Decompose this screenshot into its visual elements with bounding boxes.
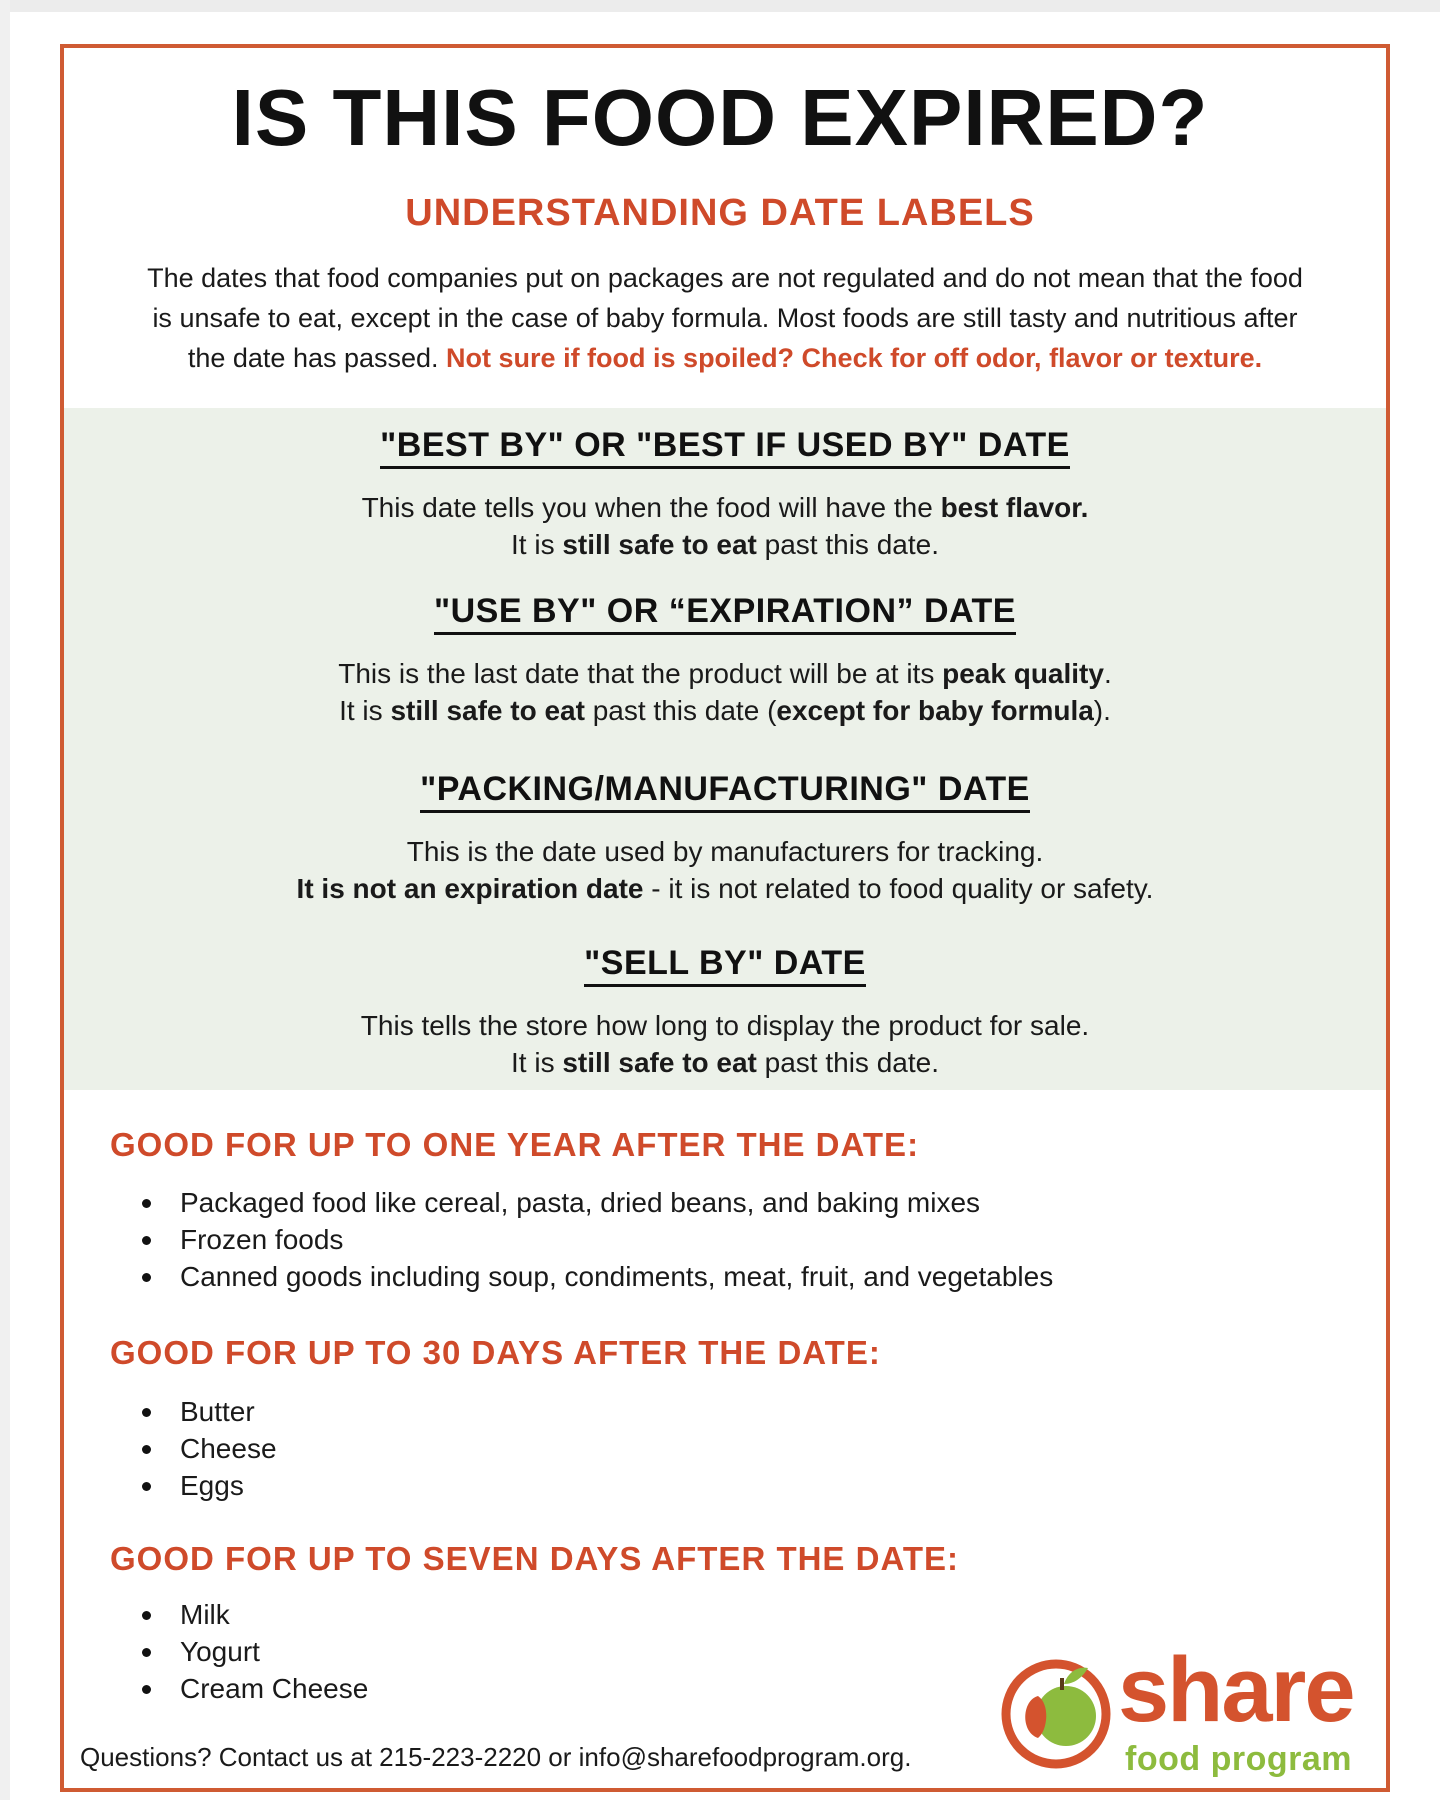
list-item: [140, 1430, 277, 1467]
intro-warning: Not sure if food is spoiled? Check for off odor, flavor or texture.: [446, 343, 1263, 373]
list-item: [140, 1596, 368, 1633]
bullet-icon: [142, 1273, 151, 1282]
list-item: [140, 1633, 368, 1670]
list-item: [140, 1393, 277, 1430]
label-best-by: [64, 426, 1386, 563]
label-text: This is the last date that the product will be at its: [338, 658, 943, 689]
label-heading: "PACKING/MANUFACTURING" DATE: [420, 770, 1030, 813]
label-emphasis: peak quality: [942, 658, 1104, 689]
page-subtitle: UNDERSTANDING DATE LABELS: [405, 192, 1035, 234]
list-item-text: Butter: [180, 1396, 255, 1427]
list-item-text: Cream Cheese: [180, 1673, 369, 1704]
label-text: It is: [339, 695, 391, 726]
label-emphasis: still safe to eat: [390, 695, 585, 726]
label-emphasis: best flavor.: [940, 492, 1089, 523]
intro-line-1: The dates that food companies put on packages are not regulated and do not mean that the food: [147, 263, 1303, 293]
label-emphasis: It is not an expiration date: [296, 873, 644, 904]
list-item: [140, 1184, 1053, 1221]
bullet-icon: [142, 1408, 151, 1417]
label-text: .: [1103, 658, 1112, 689]
label-heading: "USE BY" OR “EXPIRATION” DATE: [434, 592, 1016, 635]
label-sell-by: [64, 944, 1386, 1081]
page-left-edge: [0, 0, 10, 1800]
list-item-text: Canned goods including soup, condiments, meat, fruit, and vegetables: [180, 1261, 1054, 1292]
bullet-icon: [142, 1445, 151, 1454]
label-text: past this date.: [756, 529, 939, 560]
list-one-year: [140, 1184, 1053, 1295]
logo-subtitle: food program: [1125, 1740, 1352, 1778]
share-food-program-logo: [990, 1640, 1370, 1790]
page-title: IS THIS FOOD EXPIRED?: [231, 73, 1209, 162]
label-description: [64, 489, 1386, 563]
bullet-icon: [142, 1685, 151, 1694]
section-heading-seven-days: GOOD FOR UP TO SEVEN DAYS AFTER THE DATE:: [110, 1540, 959, 1577]
bullet-icon: [142, 1648, 151, 1657]
page-top-shadow: [0, 0, 1440, 12]
list-item-text: Milk: [180, 1599, 230, 1630]
list-seven-days: [140, 1596, 368, 1707]
label-text: This date tells you when the food will have the: [361, 492, 941, 523]
intro-line-3: the date has passed.: [187, 343, 447, 373]
bullet-icon: [142, 1482, 151, 1491]
list-item-text: Yogurt: [180, 1636, 260, 1667]
logo-wordmark: share: [1118, 1639, 1354, 1741]
label-packing: [64, 770, 1386, 907]
list-item-text: Eggs: [180, 1470, 244, 1501]
list-item: [140, 1221, 1053, 1258]
bullet-icon: [142, 1611, 151, 1620]
section-heading-one-year: GOOD FOR UP TO ONE YEAR AFTER THE DATE:: [110, 1126, 920, 1163]
apple-logo-icon: [994, 1648, 1118, 1772]
label-text: It is: [511, 1047, 563, 1078]
label-text: past this date (: [584, 695, 777, 726]
label-description: [64, 1007, 1386, 1081]
list-30-days: [140, 1393, 277, 1504]
date-labels-panel: [64, 408, 1386, 1090]
label-use-by: [64, 592, 1386, 729]
label-emphasis: except for baby formula: [776, 695, 1094, 726]
label-text: This is the date used by manufacturers for tracking.: [406, 836, 1044, 867]
label-text: It is: [511, 529, 563, 560]
label-heading: "SELL BY" DATE: [584, 944, 866, 987]
label-text: - it is not related to food quality or safety.: [643, 873, 1154, 904]
list-item: [140, 1258, 1053, 1295]
bullet-icon: [142, 1199, 151, 1208]
list-item-text: Packaged food like cereal, pasta, dried beans, and baking mixes: [180, 1187, 981, 1218]
section-heading-30-days: GOOD FOR UP TO 30 DAYS AFTER THE DATE:: [110, 1334, 881, 1371]
intro-paragraph: [90, 258, 1360, 378]
label-description: [64, 833, 1386, 907]
label-description: [64, 655, 1386, 729]
bullet-icon: [142, 1236, 151, 1245]
list-item-text: Frozen foods: [180, 1224, 344, 1255]
label-heading: "BEST BY" OR "BEST IF USED BY" DATE: [380, 426, 1070, 469]
label-emphasis: still safe to eat: [562, 1047, 757, 1078]
label-text: This tells the store how long to display the product for sale.: [360, 1010, 1090, 1041]
intro-line-2: is unsafe to eat, except in the case of baby formula. Most foods are still tasty and nutritious after: [152, 303, 1298, 333]
list-item: [140, 1670, 368, 1707]
list-item: [140, 1467, 277, 1504]
list-item-text: Cheese: [180, 1433, 277, 1464]
label-text: past this date.: [756, 1047, 939, 1078]
contact-line: Questions? Contact us at 215-223-2220 or info@sharefoodprogram.org.: [80, 1742, 912, 1772]
label-text: ).: [1093, 695, 1111, 726]
label-emphasis: still safe to eat: [562, 529, 757, 560]
